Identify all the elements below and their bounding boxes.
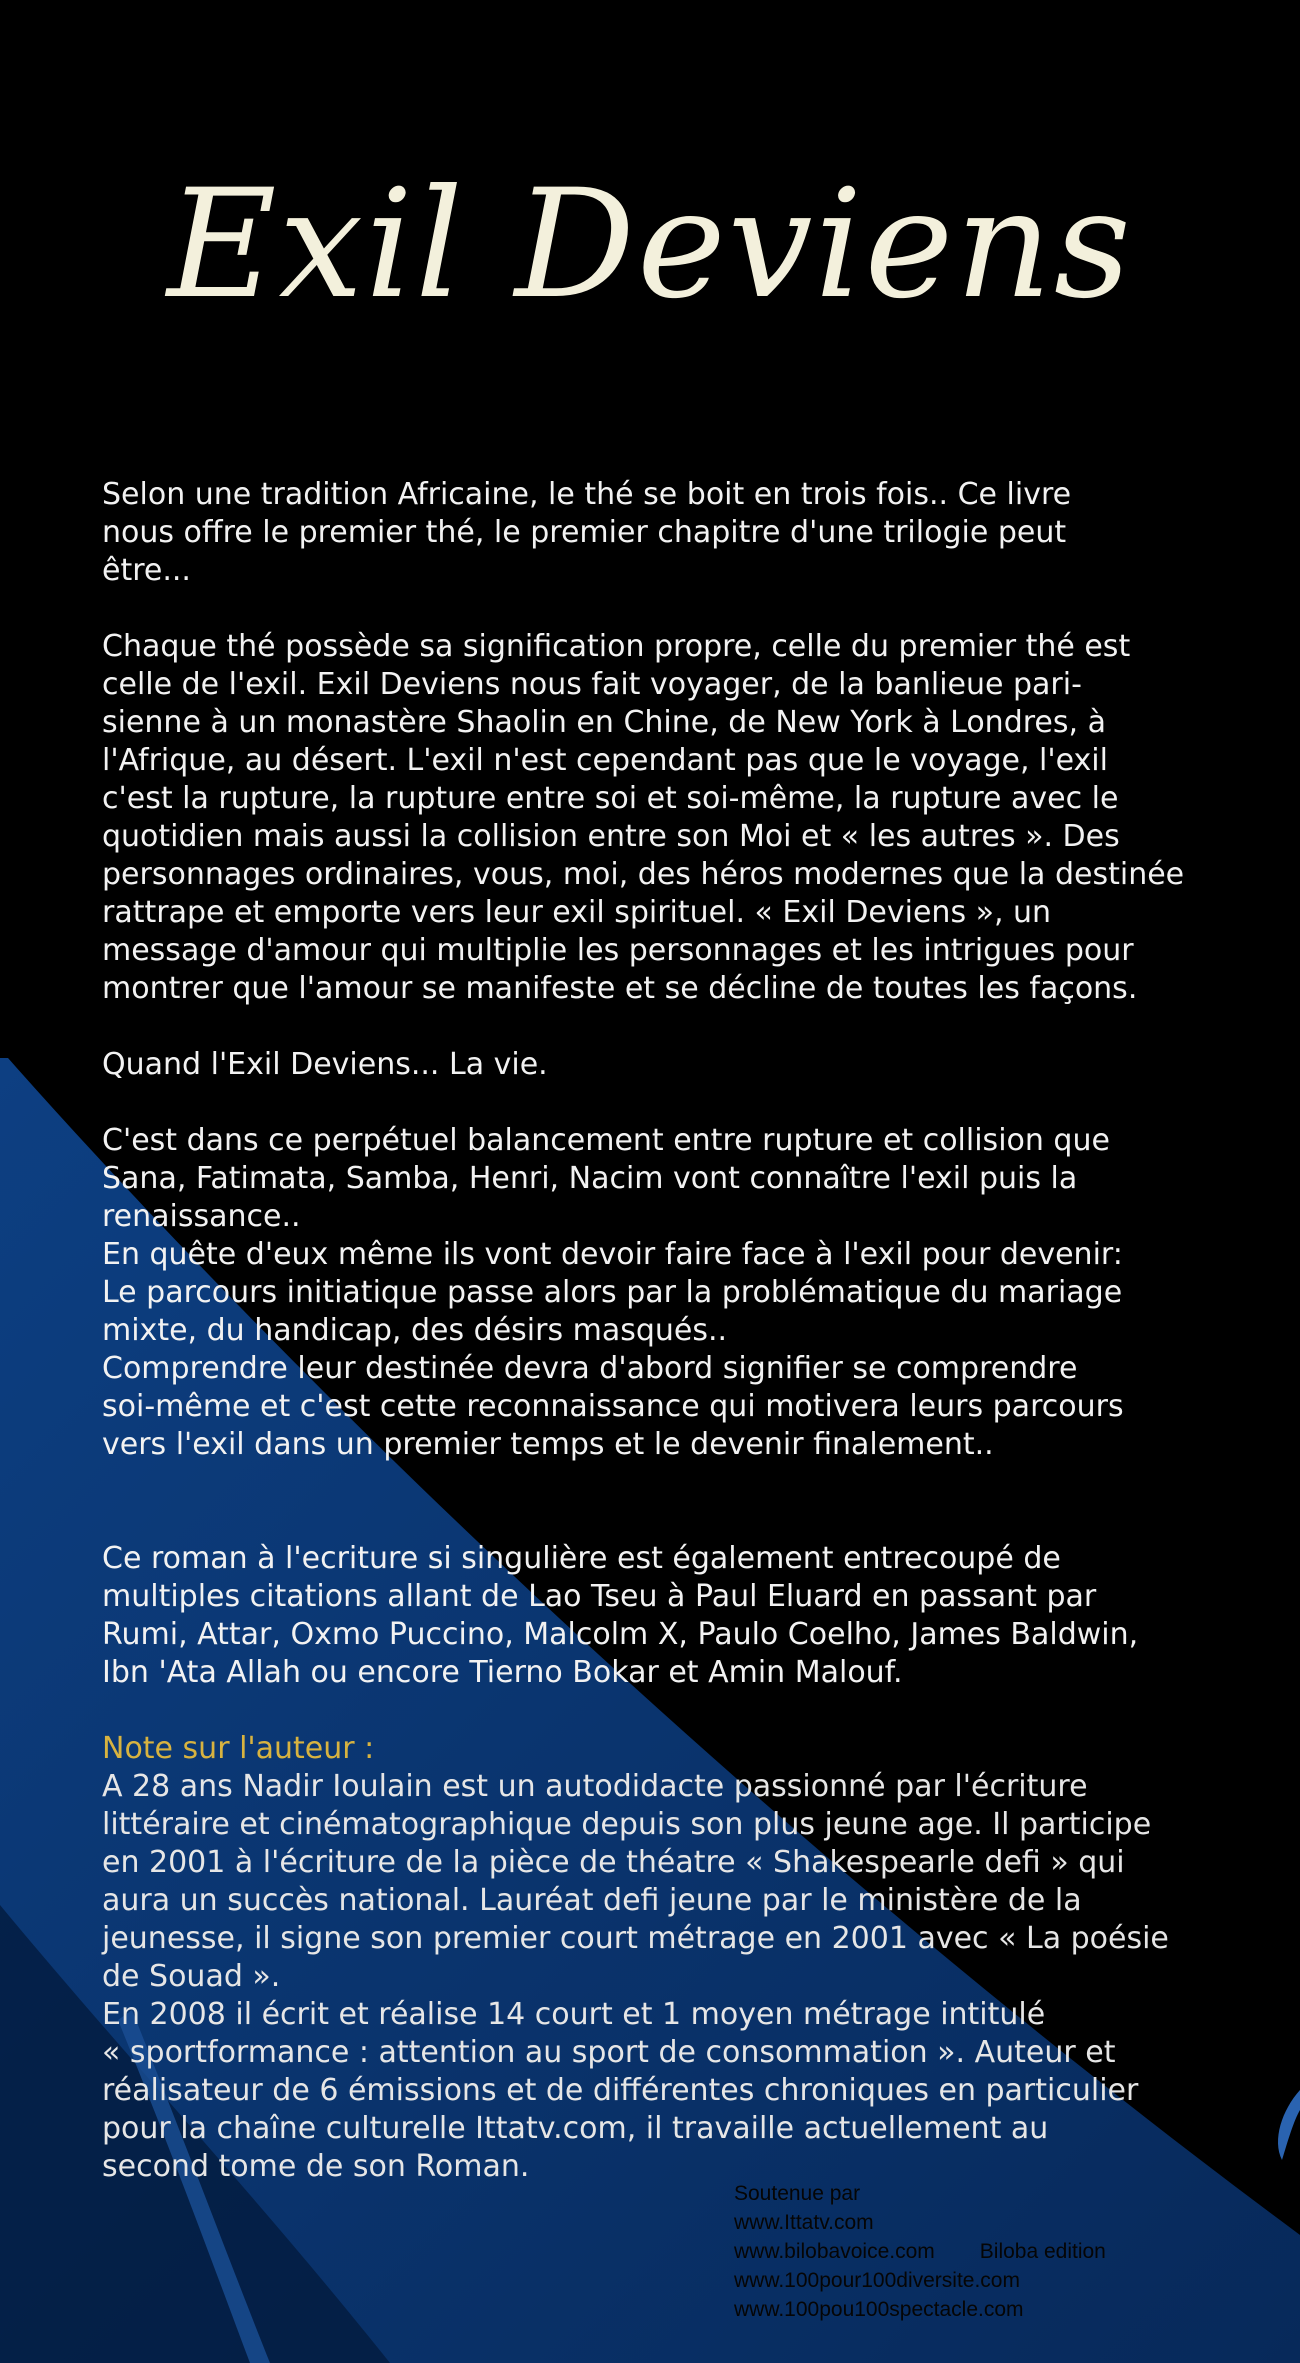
paragraph-exile: Chaque thé possède sa signification propre, celle du premier thé est celle de l'exil. Exil Deviens nous fait voyager, de la banlieue pari- sienne à un monastère Shaolin en Chine, de New York à Londres, à l'Afrique, au désert. L'exil n'est cependant pas que le voyage, l'exil c'est la rupture, la rupture entre soi et soi-même, la rupture avec le quotidien mais aussi la collision entre son Moi et « les autres ». Des personnages ordinaires, vous, moi, des héros modernes que la destinée rattrape et emporte vers leur exil spirituel. « Exil Deviens », un message d'amour qui multiplie les personnages et les intrigues pour montrer que l'amour se manifeste et se décline de toutes les façons.	[102, 629, 1185, 1006]
sponsor-link-diversite[interactable]: www.100pour100diversite.com	[734, 2269, 1020, 2292]
paragraph-citations: Ce roman à l'ecriture si singulière est également entrecoupé de multiples citations allant de Lao Tseu à Paul Eluard en passant par Rumi, Attar, Oxmo Puccino, Malcolm X, Paulo Coelho, James Baldwin, Ibn 'Ata Allah ou encore Tierno Bokar et Amin Malouf.	[102, 1541, 1139, 1690]
paragraph-tagline: Quand l'Exil Deviens... La vie.	[102, 1047, 548, 1082]
sponsors-heading: Soutenue par	[734, 2182, 861, 2205]
paragraph-characters: C'est dans ce perpétuel balancement entre rupture et collision que Sana, Fatimata, Samba, Henri, Nacim vont connaître l'exil puis la renaissance.. En quête d'eux même ils vont devoir faire face à l'exil pour devenir: Le parcours initiatique passe alors par la problématique du mariage mixte, du handicap, des désirs masqués.. Comprendre leur destinée devra d'abord signifier se comprendre soi-même et c'est cette reconnaissance qui motivera leurs parcours vers l'exil dans un premier temps et le devenir finalement..	[102, 1123, 1124, 1462]
paragraph-intro: Selon une tradition Africaine, le thé se boit en trois fois.. Ce livre nous offre le premier thé, le premier chapitre d'une trilogie peut être...	[102, 477, 1072, 588]
back-cover-text	[102, 476, 1262, 2186]
sponsor-link-ittatv[interactable]: www.Ittatv.com	[734, 2211, 874, 2234]
book-title: Exil Deviens	[167, 158, 1133, 332]
author-note-heading: Note sur l'auteur :	[102, 1731, 375, 1766]
sponsor-row-biloba	[734, 2237, 1254, 2266]
wave-right-curl	[1278, 2090, 1300, 2160]
author-note-text: A 28 ans Nadir Ioulain est un autodidacte passionné par l'écriture littéraire et cinématographique depuis son plus jeune age. Il participe en 2001 à l'écriture de la pièce de théatre « Shakespearle defi » qui aura un succès national. Lauréat defi jeune par le ministère de la jeunesse, il signe son premier court métrage en 2001 avec « La poésie de Souad ». En 2008 il écrit et réalise 14 court et 1 moyen métrage intitulé « sportformance : attention au sport de consommation ». Auteur et réalisateur de 6 émissions et de différentes chroniques en particulier pour la chaîne culturelle Ittatv.com, il travaille actuellement au second tome de son Roman.	[102, 1769, 1169, 2184]
sponsor-link-spectacle[interactable]: www.100pou100spectacle.com	[734, 2298, 1024, 2321]
sponsors-block	[734, 2179, 1254, 2324]
publisher-name: Biloba edition	[979, 2240, 1106, 2263]
sponsor-link-bilobavoice[interactable]: www.bilobavoice.com	[734, 2240, 935, 2263]
